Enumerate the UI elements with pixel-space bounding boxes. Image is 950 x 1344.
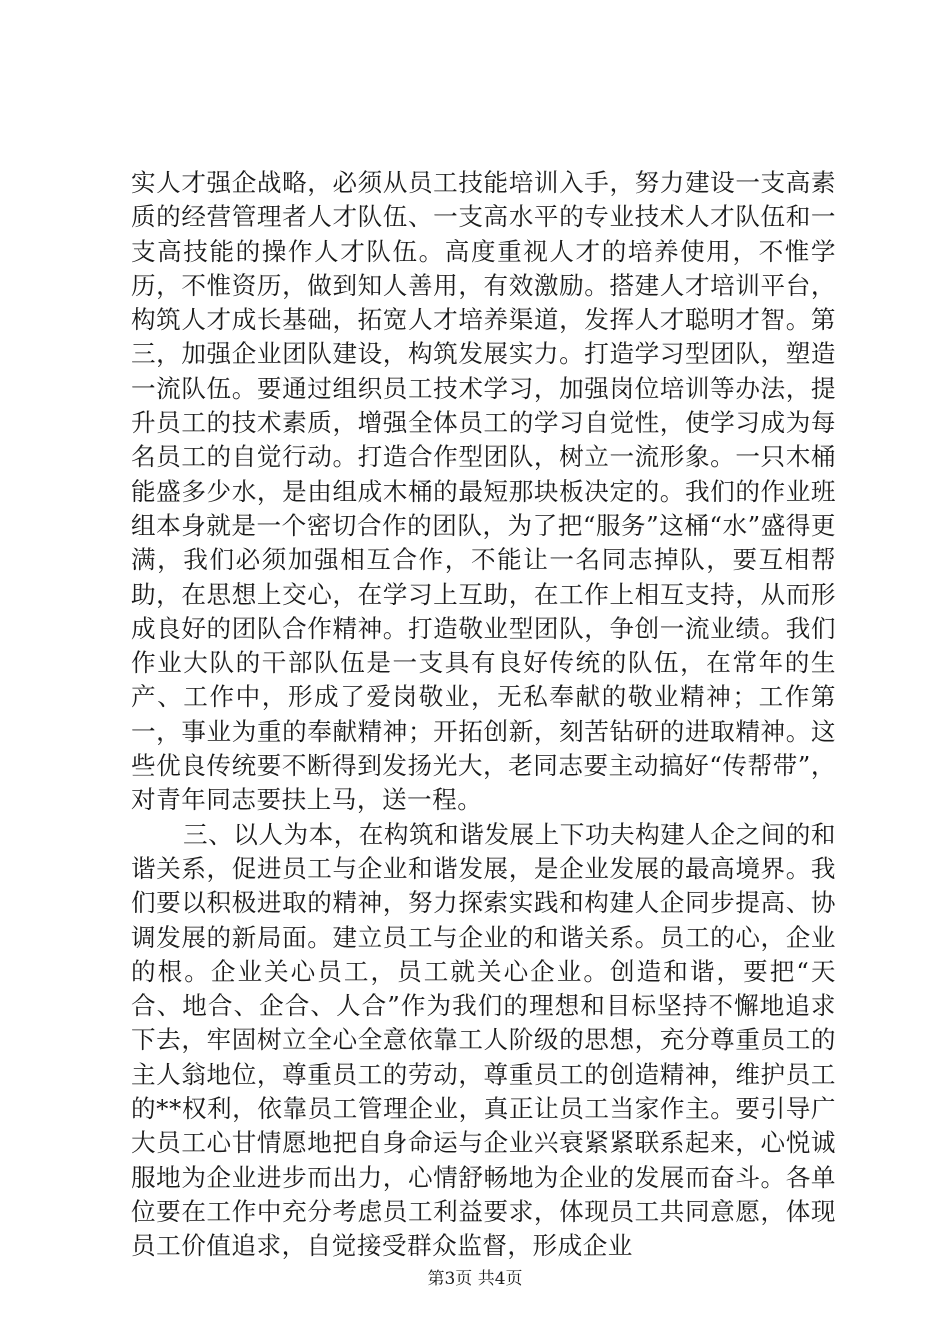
document-body <box>131 166 836 1264</box>
paragraph-section-three: 三、以人为本，在构筑和谐发展上下功夫构建人企之间的和谐关系，促进员工与企业和谐发展，是企业发展的最高境界。我们要以积极进取的精神，努力探索实践和构建人企同步提高、协调发展的新局面。建立员工与企业的和谐关系。员工的心，企业的根。企业关心员工，员工就关心企业。创造和谐，要把“天合、地合、企合、人合”作为我们的理想和目标坚持不懈地追求下去，牢固树立全心全意依靠工人阶级的思想，充分尊重员工的主人翁地位，尊重员工的劳动，尊重员工的创造精神，维护员工的**权利，依靠员工管理企业，真正让员工当家作主。要引导广大员工心甘情愿地把自身命运与企业兴衰紧紧联系起来，心悦诚服地为企业进步而出力，心情舒畅地为企业的发展而奋斗。各单位要在工作中充分考虑员工利益要求，体现员工共同意愿，体现员工价值追求，自觉接受群众监督，形成企业 <box>131 819 836 1261</box>
page-footer: 第3页 共4页 <box>427 1269 523 1289</box>
paragraph-continued: 实人才强企战略，必须从员工技能培训入手，努力建设一支高素质的经营管理者人才队伍、一支高水平的专业技术人才队伍和一支高技能的操作人才队伍。高度重视人才的培养使用，不惟学历，不惟资历，做到知人善用，有效激励。搭建人才培训平台，构筑人才成长基础，拓宽人才培养渠道，发挥人才聪明才智。第三，加强企业团队建设，构筑发展实力。打造学习型团队，塑造一流队伍。要通过组织员工技术学习，加强岗位培训等办法，提升员工的技术素质，增强全体员工的学习自觉性，使学习成为每名员工的自觉行动。打造合作型团队，树立一流形象。一只木桶能盛多少水，是由组成木桶的最短那块板决定的。我们的作业班组本身就是一个密切合作的团队，为了把“服务”这桶“水”盛得更满，我们必须加强相互合作，不能让一名同志掉队，要互相帮助，在思想上交心，在学习上互助，在工作上相互支持，从而形成良好的团队合作精神。打造敬业型团队，争创一流业绩。我们作业大队的干部队伍是一支具有良好传统的队伍，在常年的生产、工作中，形成了爱岗敬业，无私奉献的敬业精神；工作第一，事业为重的奉献精神；开拓创新，刻苦钻研的进取精神。这些优良传统要不断得到发扬光大，老同志要主动搞好“传帮带”，对青年同志要扶上马，送一程。 <box>131 168 836 815</box>
